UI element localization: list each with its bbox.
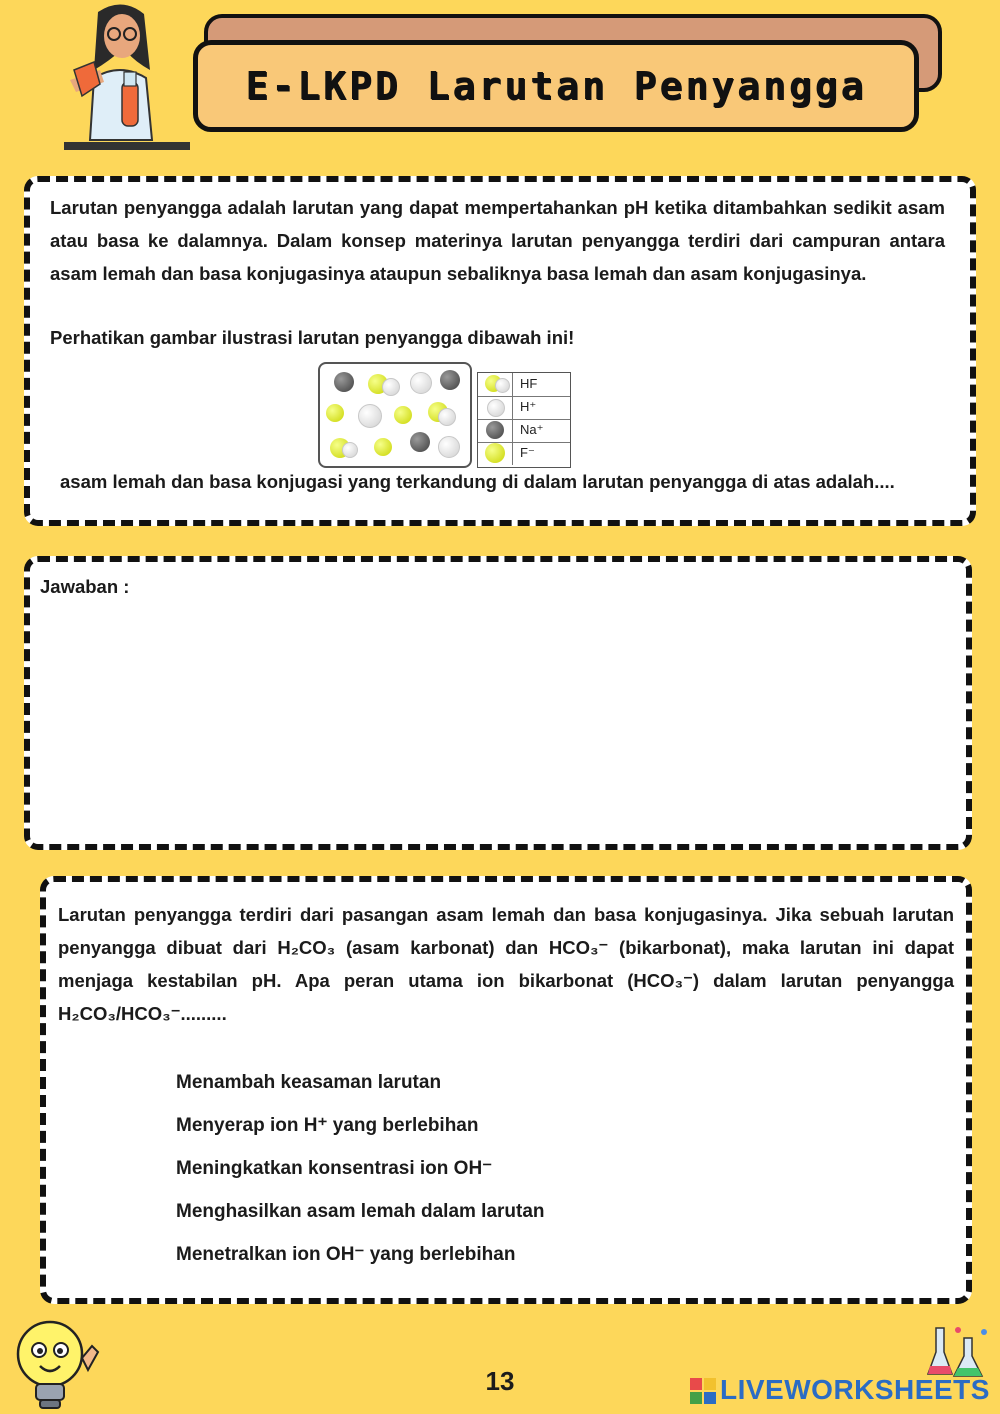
- answer-options: [176, 1066, 545, 1281]
- particle-na: [410, 432, 430, 452]
- option-a[interactable]: Menambah keasaman larutan: [176, 1072, 442, 1093]
- particle-hf-h: [438, 408, 456, 426]
- option-d[interactable]: Menghasilkan asam lemah dalam larutan: [176, 1201, 545, 1222]
- brand-name: [720, 1374, 990, 1406]
- legend-row-h: [478, 396, 570, 420]
- legend-label: Na⁺: [520, 422, 544, 437]
- lightbulb-mascot-icon: [0, 1312, 110, 1412]
- question-2-text: Larutan penyangga terdiri dari pasangan asam lemah dan basa konjugasinya. Jika sebuah larutan penyangga dibuat dari H₂CO₃ (asam karbonat) dan HCO₃⁻ (bikarbonat), maka larutan ini dapat menjaga kestabilan pH. Apa peran utama ion bikarbonat (HCO₃⁻) dalam larutan penyangga H₂CO₃/HCO₃⁻.........: [58, 904, 954, 1024]
- particle-illustration: [318, 362, 472, 468]
- particle-na: [440, 370, 460, 390]
- option-e[interactable]: Menetralkan ion OH⁻ yang berlebihan: [176, 1244, 516, 1265]
- brand-text: LIVEWORKSHEETS: [720, 1374, 990, 1405]
- page-title: E-LKPD Larutan Penyangga: [245, 64, 867, 108]
- particle-h: [358, 404, 382, 428]
- particle-hf-h: [342, 442, 358, 458]
- particle-na: [334, 372, 354, 392]
- particle-f: [394, 406, 412, 424]
- particle-h: [410, 372, 432, 394]
- question-1-prompt: asam lemah dan basa konjugasi yang terkandung di dalam larutan penyangga di atas adalah....: [60, 471, 895, 492]
- answer-box[interactable]: [24, 556, 972, 850]
- legend-label: HF: [520, 376, 538, 391]
- legend-label: F⁻: [520, 445, 535, 460]
- legend-row-na: [478, 419, 570, 443]
- liveworksheets-logo-icon: [690, 1378, 716, 1404]
- legend-row-hf: [478, 373, 570, 397]
- legend-label: H⁺: [520, 399, 537, 414]
- particle-h: [438, 436, 460, 458]
- page-number: 13: [485, 1366, 515, 1396]
- particle-f: [326, 404, 344, 422]
- option-b[interactable]: Menyerap ion H⁺ yang berlebihan: [176, 1115, 479, 1136]
- particle-hf-h: [382, 378, 400, 396]
- option-c[interactable]: Meningkatkan konsentrasi ion OH⁻: [176, 1158, 493, 1179]
- particle-legend: [477, 372, 571, 468]
- title-banner: [193, 40, 919, 132]
- question-1-instruction: Perhatikan gambar ilustrasi larutan penyangga dibawah ini!: [50, 327, 575, 348]
- particle-f: [374, 438, 392, 456]
- legend-row-f: [478, 442, 570, 465]
- scientist-illustration: [60, 0, 195, 155]
- question-1-intro: Larutan penyangga adalah larutan yang dapat mempertahankan pH ketika ditambahkan sedikit asam atau basa ke dalamnya. Dalam konsep materinya larutan penyangga terdiri dari campuran antara asam lemah dan basa konjugasinya ataupun sebaliknya basa lemah dan asam konjugasinya.: [50, 197, 945, 284]
- lab-flasks-icon: [922, 1322, 996, 1382]
- answer-label: Jawaban :: [40, 576, 130, 597]
